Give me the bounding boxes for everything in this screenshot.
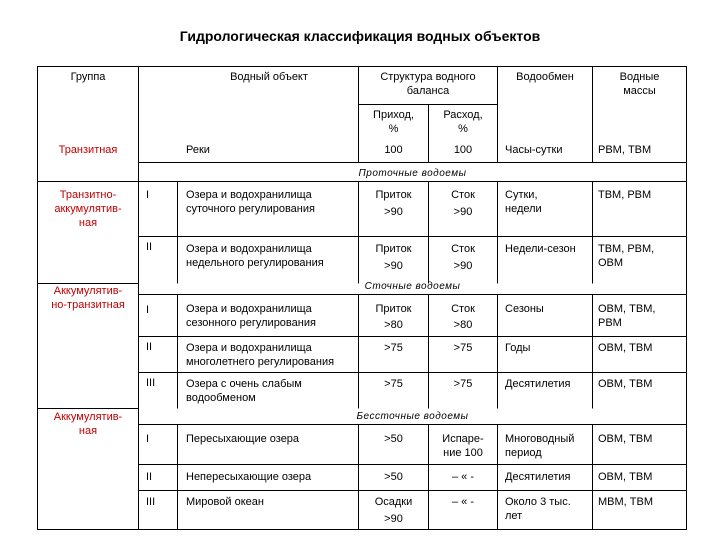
r2-object-line2: недельного регулирования: [186, 257, 324, 269]
r5-object-line2: водообменом: [186, 392, 256, 404]
r8-masses: МВМ, ТВМ: [598, 496, 653, 508]
group-at-line1: Аккумулятив-: [53, 285, 123, 297]
rivers-exchange: Часы-сутки: [505, 144, 563, 156]
r1-outflow-line1: Сток: [451, 189, 475, 201]
r4-exchange: Годы: [505, 342, 531, 354]
r7-masses: ОВМ, ТВМ: [598, 471, 653, 483]
r2-object-line1: Озера и водохранилища: [186, 243, 312, 255]
r4-masses: ОВМ, ТВМ: [598, 342, 653, 354]
header-outflow-line1: Расход,: [443, 109, 483, 121]
r8-exchange-line2: лет: [505, 510, 523, 522]
group-acc-line2: ная: [78, 425, 98, 437]
r1-outflow-line2: >90: [453, 206, 473, 218]
r5-type: III: [146, 377, 156, 389]
r2-type: II: [146, 241, 153, 253]
rivers-object: Реки: [186, 144, 210, 156]
group-acc-line1: Аккумулятив-: [53, 411, 123, 423]
r7-object: Непересыхающие озера: [186, 471, 312, 483]
r2-masses-line2: ОВМ: [598, 257, 624, 269]
r1-type: I: [146, 189, 150, 201]
group-transit: Транзитная: [58, 144, 118, 156]
header-masses-line1: Водные: [619, 71, 660, 83]
r3-outflow-line1: Сток: [451, 303, 475, 315]
group-ta-line2: аккумулятив-: [54, 203, 122, 215]
r5-inflow: >75: [384, 378, 403, 390]
group-at-line2: но-транзитная: [51, 299, 125, 311]
r6-outflow-line1: Испаре-: [442, 433, 484, 445]
header-structure-line2: баланса: [406, 85, 450, 97]
r6-outflow-line2: ние 100: [443, 447, 483, 459]
r3-inflow-line1: Приток: [375, 303, 412, 315]
r6-masses: ОВМ, ТВМ: [598, 433, 653, 445]
r2-outflow-line2: >90: [453, 260, 473, 272]
r6-type: I: [146, 433, 150, 445]
r6-exchange-line2: период: [505, 447, 542, 459]
r2-outflow-line1: Сток: [451, 243, 475, 255]
rivers-inflow: 100: [384, 144, 403, 156]
r3-object-line1: Озера и водохранилища: [186, 303, 312, 315]
r2-inflow-line2: >90: [384, 260, 403, 272]
r1-object-line1: Озера и водохранилища: [186, 189, 312, 201]
r7-outflow: – « -: [451, 471, 474, 483]
r1-inflow-line2: >90: [384, 206, 403, 218]
r1-inflow-line1: Приток: [375, 189, 412, 201]
r4-object-line2: многолетнего регулирования: [186, 356, 335, 368]
r3-masses-line1: ОВМ, ТВМ,: [598, 303, 656, 315]
r7-exchange: Десятилетия: [505, 471, 571, 483]
header-group: Группа: [70, 71, 106, 83]
r8-outflow: – « -: [451, 496, 474, 508]
r5-object-line1: Озера с очень слабым: [186, 378, 302, 390]
r8-type: III: [146, 496, 156, 508]
r8-inflow-line2: >90: [384, 513, 403, 525]
rivers-masses: РВМ, ТВМ: [598, 144, 652, 156]
header-outflow-line2: %: [458, 123, 468, 135]
header-inflow-line1: Приход,: [373, 109, 414, 121]
r8-object: Мировой океан: [186, 496, 264, 508]
r6-inflow: >50: [384, 433, 403, 445]
r7-inflow: >50: [384, 471, 403, 483]
group-ta-line1: Транзитно-: [59, 189, 117, 201]
r2-inflow-line1: Приток: [375, 243, 412, 255]
r8-exchange-line1: Около 3 тыс.: [505, 496, 571, 508]
r3-type: I: [146, 304, 150, 316]
r5-outflow: >75: [453, 378, 473, 390]
r5-masses: ОВМ, ТВМ: [598, 378, 653, 390]
r3-masses-line2: РВМ: [598, 317, 622, 329]
header-object: Водный объект: [230, 71, 308, 83]
r5-exchange: Десятилетия: [505, 378, 571, 390]
page-title: Гидрологическая классификация водных объектов: [179, 28, 541, 44]
r1-exchange-line1: Сутки,: [505, 189, 538, 201]
section-runoff: Сточные водоемы: [364, 281, 461, 292]
group-ta-line3: ная: [78, 217, 98, 229]
r8-inflow-line1: Осадки: [374, 496, 413, 508]
r3-object-line2: сезонного регулирования: [186, 317, 316, 329]
r6-exchange-line1: Многоводный: [505, 433, 575, 445]
r4-outflow: >75: [453, 342, 473, 354]
r6-object: Пересыхающие озера: [186, 433, 300, 445]
header-masses-line2: массы: [623, 85, 656, 97]
r3-exchange: Сезоны: [505, 303, 544, 315]
r4-object-line1: Озера и водохранилища: [186, 342, 312, 354]
header-inflow-line2: %: [388, 123, 399, 135]
r2-exchange: Недели-сезон: [505, 243, 576, 255]
r4-type: II: [146, 341, 153, 353]
r1-exchange-line2: недели: [505, 203, 542, 215]
section-flow: Проточные водоемы: [358, 168, 467, 179]
r1-masses: ТВМ, РВМ: [598, 189, 652, 201]
rivers-outflow: 100: [453, 144, 473, 156]
r4-inflow: >75: [384, 342, 403, 354]
r7-type: II: [146, 471, 153, 483]
r2-masses-line1: ТВМ, РВМ,: [598, 243, 655, 255]
section-closed: Бессточные водоемы: [356, 411, 469, 422]
r1-object-line2: суточного регулирования: [186, 203, 315, 215]
r3-inflow-line2: >80: [384, 319, 403, 331]
r3-outflow-line2: >80: [453, 319, 473, 331]
header-structure-line1: Структура водного: [380, 71, 476, 83]
header-exchange: Водообмен: [516, 71, 574, 83]
